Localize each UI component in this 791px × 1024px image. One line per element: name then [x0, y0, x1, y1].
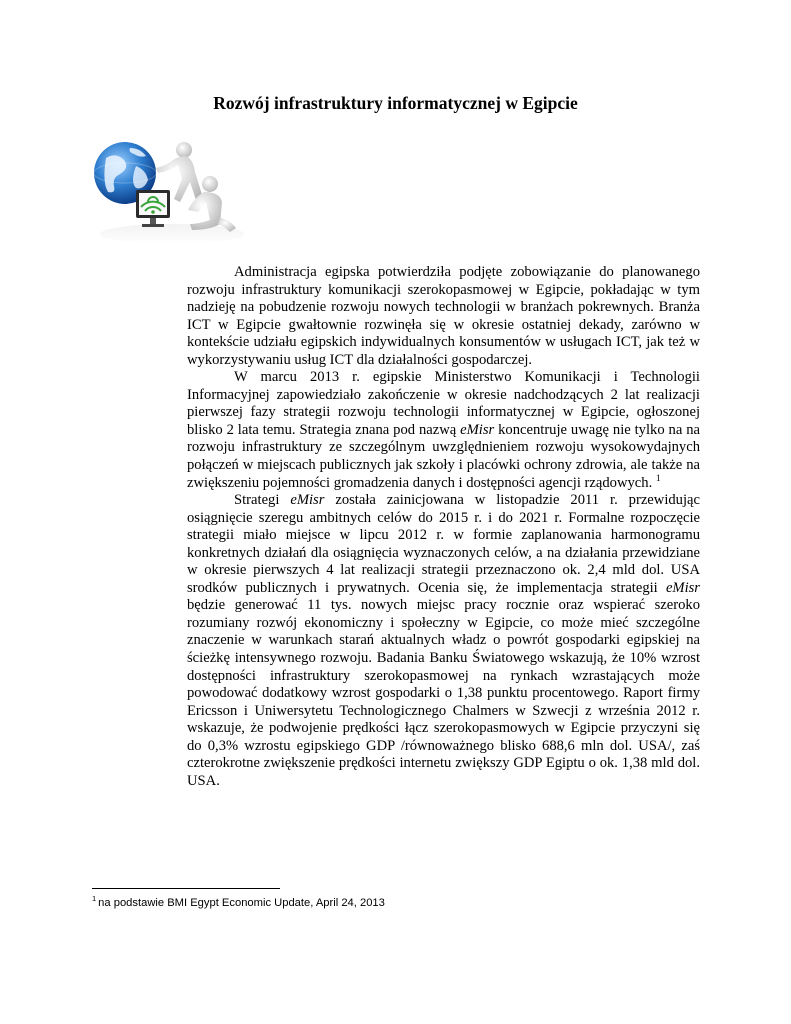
paragraph-3-emisr-1: eMisr — [290, 492, 325, 509]
paragraph-1-text: Administracja egipska potwierdziła podjęte zobowiązanie do planowanego rozwoju infrastruktury komunikacji szerokopasmowej w Egipcie, pokładając w tym nadzieję na pobudzenie rozwoju nowych technologii w branżach pokrewnych. Branża ICT w Egipcie gwałtownie rozwinęła się w okresie ostatniej dekady, zarówno w kontekście udziału egipskich indywidualnych konsumentów w usługach ICT, jak też w wykorzystywaniu usług ICT dla działalności gospodarczej. — [187, 264, 700, 368]
paragraph-2-text-b: koncentruje uwagę nie tylko na na rozwoju infrastruktury ze szczególnym uwzględnieniem rozwoju wysokowydajnych połączeń w miejscach publicznych jak szkoły i placówki ochrony zdrowia, ale także na zwiększeniu pojemności gromadzenia danych i dostępności agencji rządowych. — [187, 421, 700, 491]
footnote-reference: 1 — [655, 473, 661, 484]
footnote-separator — [92, 888, 280, 889]
paragraph-2 — [187, 369, 700, 492]
paragraph-2-text-a: W marcu 2013 r. egipskie Ministerstwo Komunikacji i Technologii Informacyjnej zapowiedziało zakończenie w okresie nadchodzących 2 lat realizacji pierwszej fazy strategii rozwoju technologii informatycznej w Egipcie, ogłoszonej blisko 2 lata temu. Strategia znana pod nazwą — [187, 369, 700, 438]
paragraph-3-text-a: Strategi — [234, 492, 291, 509]
paragraph-3-text-c: będzie generować 11 tys. nowych miejsc pracy rocznie oraz wspierać szeroko rozumiany rozwój ekonomiczny i społeczny w Egipcie, co może mieć szczególne znaczenie w warunkach starań aktualnych władz o powrót gospodarki egipskiej na ścieżkę intensywnego rozwoju. Badania Banku Światowego wskazują, że 10% wzrost dostępności infrastruktury szerokopasmowej na rynkach wzrastających może powodować dodatkowy wzrost gospodarki o 1,38 punktu procentowego. Raport firmy Ericsson i Uniwersytetu Technologicznego Chalmers w Szwecji z września 2012 r. wskazuje, że podwojenie prędkości łącz szerokopasmowych w Egipcie przyczyni się do 0,3% wzrostu egipskiego GDP /równoważnego blisko 688,6 mln dol. USA/, zaś czterokrotne zwiększenie prędkości internetu zwiększy GDP Egiptu o ok. 1,38 mld dol. USA. — [187, 597, 700, 789]
document-title: Rozwój infrastruktury informatycznej w Egipcie — [213, 93, 578, 113]
paragraph-1 — [187, 264, 700, 369]
body-text — [187, 264, 700, 790]
paragraph-3-text-b: została zainicjowana w listopadzie 2011 r. przewidując osiągnięcie szeregu ambitnych celów do 2015 r. i do 2021 r. Formalne rozpoczęcie strategii miało miejsce w lipcu 2012 r. w formie zaplanowania harmonogramu konkretnych działań dla osiągnięcia wyznaczonych celów, a na działania przewidziane w okresie pierwszych 4 lat realizacji strategii przeznaczono ok. 2,4 mld dol. USA srodków publicznych i prywatnych. Ocenia się, że implementacja strategii — [187, 492, 700, 596]
paragraph-2-emisr: eMisr — [460, 421, 495, 438]
globe-wifi-illustration-icon — [92, 136, 244, 246]
paragraph-3-emisr-2: eMisr — [665, 579, 700, 596]
footnote — [92, 894, 692, 909]
footnote-text: na podstawie BMI Egypt Economic Update, April 24, 2013 — [98, 897, 385, 909]
footnote-number: 1 — [92, 894, 97, 903]
paragraph-3 — [187, 492, 700, 790]
